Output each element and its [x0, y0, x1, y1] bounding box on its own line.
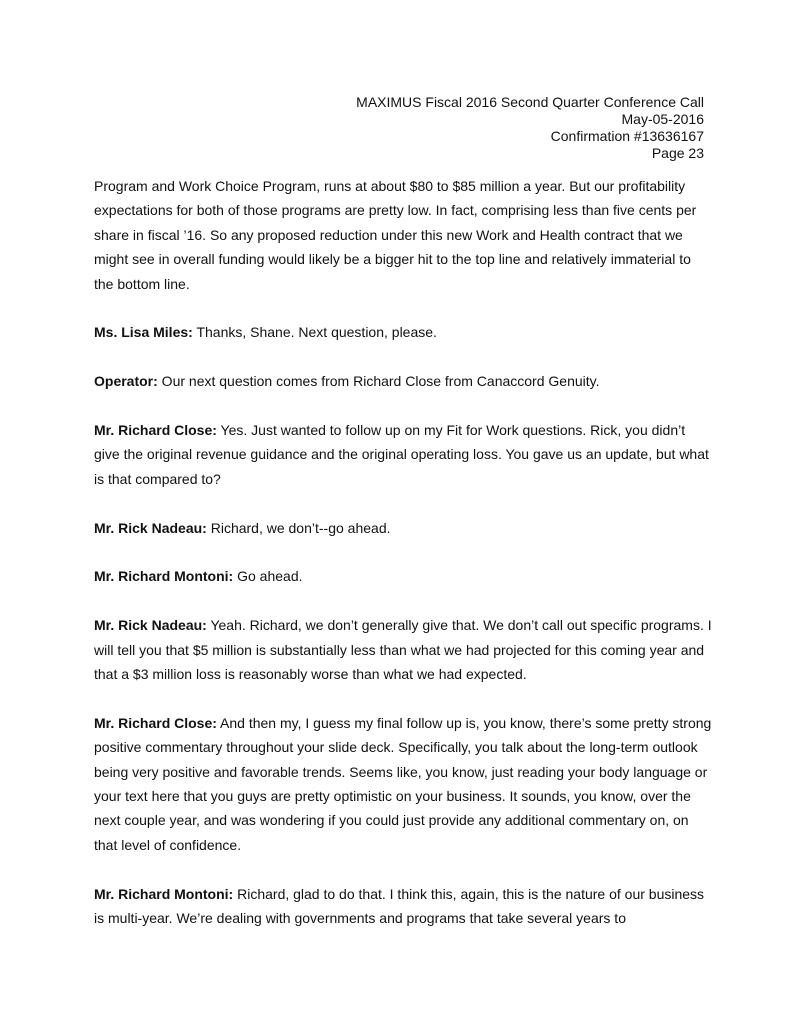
- paragraph-text: Thanks, Shane. Next question, please.: [192, 324, 437, 341]
- speaker-name: Mr. Richard Montoni:: [94, 568, 234, 585]
- paragraph-text: And then my, I guess my final follow up is, you know, there’s some pretty strong positive commentary throughout your slide deck. Specifically, you talk about the long-term outlook being very positive and favorable trends. Seems like, you know, just reading your body language or your text here that you guys are pretty optimistic on your business. It sounds, you know, over the next couple year, and was wondering if you could just provide any additional commentary on, on that level of confidence.: [94, 714, 712, 853]
- transcript-paragraph: [94, 613, 712, 686]
- transcript-paragraph: [94, 711, 712, 857]
- transcript-body: [94, 174, 712, 955]
- paragraph-text: Go ahead.: [233, 568, 303, 585]
- page-header: [356, 94, 704, 162]
- speaker-name: Mr. Richard Montoni:: [94, 885, 234, 902]
- transcript-paragraph: [94, 174, 712, 296]
- speaker-name: Ms. Lisa Miles:: [94, 324, 193, 341]
- transcript-paragraph: [94, 320, 712, 344]
- paragraph-text: Yeah. Richard, we don’t generally give that. We don’t call out specific programs. I will tell you that $5 million is substantially less than what we had projected for this coming year and that a $3 million loss is reasonably worse than what we had expected.: [94, 617, 712, 683]
- paragraph-text: Richard, we don’t--go ahead.: [206, 519, 391, 536]
- paragraph-text: Richard, glad to do that. I think this, again, this is the nature of our business is multi-year. We’re dealing with governments and programs that take several years to: [94, 885, 705, 927]
- transcript-paragraph: [94, 516, 712, 540]
- paragraph-text: Our next question comes from Richard Close from Canaccord Genuity.: [157, 373, 600, 390]
- speaker-name: Operator:: [94, 373, 158, 390]
- header-date: May-05-2016: [621, 111, 704, 127]
- speaker-name: Mr. Richard Close:: [94, 422, 217, 439]
- header-page-number: Page 23: [651, 145, 704, 161]
- speaker-name: Mr. Rick Nadeau:: [94, 519, 207, 536]
- header-title: MAXIMUS Fiscal 2016 Second Quarter Conference Call: [356, 94, 704, 110]
- transcript-paragraph: [94, 369, 712, 393]
- paragraph-text: Yes. Just wanted to follow up on my Fit for Work questions. Rick, you didn’t give the original revenue guidance and the original operating loss. You gave us an update, but what is that compared to?: [94, 422, 709, 487]
- transcript-paragraph: [94, 564, 712, 588]
- speaker-name: Mr. Richard Close:: [94, 714, 217, 731]
- speaker-name: Mr. Rick Nadeau:: [94, 617, 207, 634]
- header-confirmation: Confirmation #13636167: [550, 128, 704, 144]
- transcript-paragraph: [94, 882, 712, 931]
- paragraph-text: Program and Work Choice Program, runs at about $80 to $85 million a year. But our profitability expectations for both of those programs are pretty low. In fact, comprising less than five cents per share in fiscal ’16. So any proposed reduction under this new Work and Health contract that we might see in overall funding would likely be a bigger hit to the top line and relatively immaterial to the bottom line.: [94, 178, 697, 292]
- transcript-paragraph: [94, 418, 712, 491]
